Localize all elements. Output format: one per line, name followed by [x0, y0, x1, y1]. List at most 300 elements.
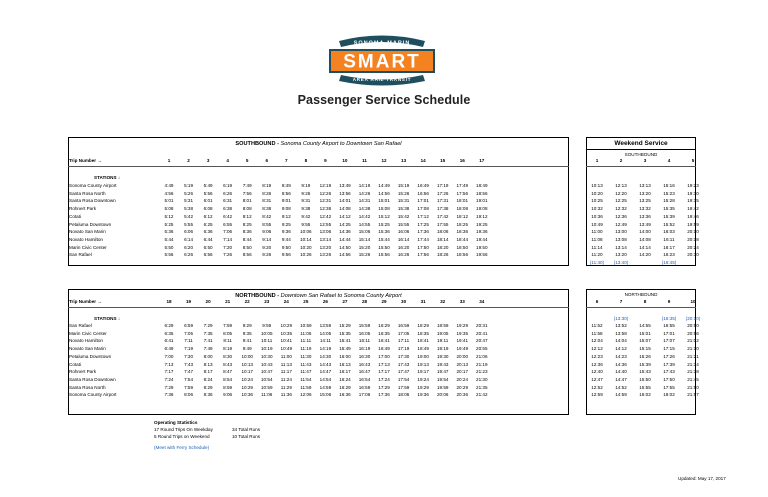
northbound-station-name: Novato Hamilton	[69, 338, 103, 344]
southbound-time-cell: 8:42	[262, 213, 272, 219]
northbound-trip-number: 34	[479, 299, 485, 304]
southbound-time-cell: 12:31	[319, 198, 332, 204]
weekend-south-time-cell: 10:36	[591, 213, 603, 219]
southbound-trip-rule	[68, 166, 569, 167]
stats-weekend-value: 10 Total Runs	[232, 434, 261, 439]
weekend-north-time-cell: 14:36	[615, 361, 627, 367]
southbound-time-cell: 5:31	[184, 198, 194, 204]
weekend-north-time-cell: 21:21	[687, 353, 699, 359]
northbound-time-cell: 7:49	[203, 346, 213, 352]
northbound-time-cell: 20:13	[456, 361, 468, 367]
southbound-time-cell: 9:12	[281, 213, 291, 219]
northbound-time-cell: 18:49	[417, 346, 429, 352]
weekend-south-trip-number: 3	[643, 158, 647, 163]
southbound-station-name: Petaluma Downtown	[69, 221, 112, 227]
northbound-time-cell: 14:30	[319, 353, 332, 359]
weekend-north-ferry-time: (16:35)	[661, 316, 677, 321]
northbound-time-cell: 7:24	[164, 376, 174, 382]
southbound-time-cell: 19:56	[476, 252, 488, 258]
weekend-south-time-cell: 19:59	[687, 221, 699, 227]
stats-weekday-label: 17 Round Trips On Weekday	[154, 427, 213, 432]
northbound-time-cell: 14:47	[319, 369, 332, 375]
northbound-trip-number: 26	[322, 299, 328, 304]
southbound-trip-number: 3	[206, 158, 210, 163]
northbound-time-cell: 14:59	[319, 384, 332, 390]
southbound-time-cell: 15:14	[358, 236, 371, 242]
southbound-trip-number: 1	[167, 158, 171, 163]
northbound-time-cell: 15:41	[339, 338, 351, 344]
weekend-north-time-cell: 14:59	[615, 392, 627, 398]
southbound-time-cell: 8:31	[262, 198, 272, 204]
weekend-south-time-cell: 13:08	[615, 236, 627, 242]
southbound-time-cell: 6:38	[223, 206, 233, 212]
northbound-time-cell: 7:30	[184, 353, 194, 359]
weekend-south-trip-number: 2	[619, 158, 623, 163]
weekend-north-time-cell: 17:43	[663, 369, 675, 375]
southbound-time-cell: 13:49	[339, 183, 351, 188]
weekend-south-time-cell: 14:08	[639, 236, 651, 242]
northbound-time-cell: 20:31	[476, 323, 488, 328]
weekend-north-time-cell: 15:26	[639, 353, 651, 359]
weekend-south-time-cell: 13:25	[639, 198, 651, 204]
southbound-time-cell: 9:42	[301, 213, 311, 219]
northbound-time-cell: 19:13	[417, 361, 429, 367]
northbound-time-cell: 8:30	[223, 353, 233, 359]
northbound-time-cell: 17:13	[378, 361, 390, 367]
southbound-time-cell: 17:44	[417, 236, 429, 242]
weekend-north-time-cell: 15:15	[639, 346, 651, 352]
weekend-south-time-cell: 11:00	[591, 229, 603, 235]
southbound-time-cell: 17:49	[456, 183, 468, 188]
northbound-time-cell: 11:30	[300, 353, 312, 359]
southbound-time-cell: 6:19	[223, 183, 233, 188]
smart-logo	[325, 32, 439, 90]
weekend-north-label: NORTHBOUND	[624, 292, 658, 297]
southbound-time-cell: 8:50	[242, 244, 252, 250]
northbound-time-cell: 8:13	[203, 361, 213, 367]
southbound-time-cell: 9:36	[281, 229, 291, 235]
weekend-north-time-cell: 14:12	[615, 346, 627, 352]
southbound-time-cell: 12:55	[319, 221, 332, 227]
northbound-time-cell: 10:43	[261, 361, 273, 367]
weekend-north-time-cell: 18:02	[663, 392, 675, 398]
northbound-trip-number: 24	[283, 299, 289, 304]
northbound-time-cell: 10:41	[280, 338, 293, 344]
southbound-time-cell: 8:01	[242, 198, 252, 204]
ferry-note: (Meet with Ferry Schedule)	[154, 445, 210, 450]
weekend-north-ferry-time: (13:30)	[613, 316, 629, 321]
northbound-time-cell: 11:11	[300, 338, 312, 344]
weekend-north-time-cell: 17:55	[663, 384, 675, 390]
southbound-time-cell: 17:55	[436, 221, 449, 227]
northbound-time-cell: 17:19	[397, 346, 410, 352]
northbound-time-cell: 10:29	[280, 323, 293, 328]
weekend-south-time-cell: 13:20	[639, 190, 651, 196]
northbound-time-cell: 16:47	[358, 369, 371, 375]
northbound-station-name: San Rafael	[69, 323, 92, 328]
weekend-north-time-cell: 15:39	[639, 361, 651, 367]
northbound-time-cell: 17:43	[397, 361, 410, 367]
southbound-time-cell: 9:44	[281, 236, 291, 242]
northbound-station-name: Rohnert Park	[69, 369, 97, 375]
southbound-time-cell: 9:25	[281, 221, 291, 227]
northbound-time-cell: 19:59	[436, 384, 449, 390]
weekend-south-trip-number: 1	[595, 158, 599, 163]
northbound-time-cell: 18:59	[436, 323, 449, 328]
southbound-time-cell: 13:06	[319, 229, 332, 235]
weekend-north-time-cell: 12:40	[591, 369, 603, 375]
southbound-time-cell: 19:12	[476, 213, 488, 219]
northbound-time-cell: 8:43	[223, 361, 233, 367]
logo-bottom-text: AREA RAIL TRANSIT	[352, 77, 412, 82]
weekend-south-time-cell: 13:49	[639, 221, 651, 227]
northbound-time-cell: 10:13	[241, 361, 253, 367]
northbound-time-cell: 11:29	[280, 384, 292, 390]
northbound-trip-number: 22	[244, 299, 250, 304]
southbound-time-cell: 13:26	[319, 252, 332, 258]
southbound-time-cell: 5:56	[203, 190, 213, 196]
weekend-north-time-cell: 16:55	[663, 323, 675, 328]
northbound-time-cell: 10:24	[241, 376, 253, 382]
northbound-time-cell: 11:43	[300, 361, 312, 367]
northbound-time-cell: 20:47	[476, 338, 488, 344]
weekend-south-time-cell: 15:23	[663, 190, 675, 196]
northbound-time-cell: 17:24	[378, 376, 390, 382]
southbound-time-cell: 17:19	[436, 183, 449, 188]
weekend-south-time-cell: 19:30	[687, 190, 699, 196]
northbound-time-cell: 20:41	[476, 330, 488, 336]
southbound-trip-number: 15	[440, 158, 446, 163]
weekend-north-time-cell: 17:26	[663, 353, 675, 359]
northbound-time-cell: 20:24	[456, 376, 468, 382]
northbound-time-cell: 6:29	[164, 323, 174, 328]
southbound-time-cell: 15:06	[358, 229, 371, 235]
southbound-time-cell: 14:31	[358, 198, 371, 204]
southbound-time-cell: 16:14	[397, 236, 410, 242]
weekend-south-time-cell: 20:10	[687, 229, 699, 235]
southbound-time-cell: 18:14	[436, 236, 449, 242]
southbound-time-cell: 7:20	[223, 244, 233, 250]
northbound-time-cell: 7:13	[164, 361, 174, 367]
southbound-time-cell: 17:25	[417, 221, 429, 227]
northbound-time-cell: 10:59	[300, 323, 312, 328]
southbound-station-name: Novato San Marin	[69, 229, 106, 235]
northbound-time-cell: 18:06	[397, 392, 410, 398]
southbound-time-cell: 17:42	[436, 213, 449, 219]
southbound-time-cell: 6:31	[223, 198, 233, 204]
weekend-north-time-cell: 12:23	[591, 353, 603, 359]
southbound-time-cell: 15:44	[378, 236, 390, 242]
northbound-time-cell: 17:54	[397, 376, 410, 382]
weekend-north-time-cell: 15:43	[639, 369, 651, 375]
weekend-north-trip-number: 7	[619, 299, 623, 304]
southbound-time-cell: 15:08	[378, 206, 390, 212]
weekend-north-time-cell: 21:38	[687, 369, 699, 375]
southbound-time-cell: 18:44	[456, 236, 468, 242]
southbound-time-cell: 9:08	[281, 206, 291, 212]
northbound-time-cell: 11:54	[300, 376, 312, 382]
southbound-time-cell: 17:36	[417, 229, 429, 235]
northbound-time-cell: 10:47	[261, 369, 273, 375]
northbound-time-cell: 8:11	[223, 338, 232, 344]
southbound-time-cell: 5:01	[164, 198, 174, 204]
weekend-south-trip-number: 4	[667, 158, 671, 163]
southbound-time-cell: 18:25	[456, 221, 468, 227]
northbound-time-cell: 20:06	[436, 392, 449, 398]
stats-weekend-label: 5 Round Trips on Weekend	[154, 434, 210, 439]
southbound-time-cell: 14:56	[339, 252, 351, 258]
weekend-north-time-cell: 14:52	[615, 384, 627, 390]
southbound-time-cell: 17:26	[436, 190, 449, 196]
southbound-time-cell: 15:12	[378, 213, 390, 219]
southbound-time-cell: 5:26	[184, 190, 194, 196]
southbound-time-cell: 6:50	[203, 244, 213, 250]
southbound-stations-label: STATIONS ↓	[94, 175, 121, 180]
northbound-time-cell: 7:05	[184, 330, 194, 336]
southbound-time-cell: 14:19	[358, 183, 371, 188]
southbound-trip-number: 12	[381, 158, 387, 163]
northbound-time-cell: 7:35	[203, 330, 213, 336]
northbound-time-cell: 8:24	[203, 376, 213, 382]
weekend-south-time-cell: 12:25	[615, 198, 627, 204]
southbound-time-cell: 6:20	[184, 244, 194, 250]
southbound-time-cell: 5:19	[184, 183, 194, 188]
weekend-south-time-cell: 19:42	[687, 206, 699, 212]
southbound-time-cell: 15:26	[358, 252, 371, 258]
northbound-trip-number: 23	[264, 299, 270, 304]
northbound-time-cell: 10:19	[261, 346, 273, 352]
southbound-time-cell: 8:38	[262, 206, 272, 212]
northbound-time-cell: 8:47	[223, 369, 233, 375]
southbound-time-cell: 6:26	[184, 252, 194, 258]
southbound-time-cell: 5:42	[184, 213, 194, 219]
northbound-time-cell: 16:17	[339, 369, 351, 375]
southbound-time-cell: 6:36	[203, 229, 213, 235]
northbound-label: NORTHBOUND	[235, 293, 276, 299]
northbound-time-cell: 8:19	[223, 346, 233, 352]
northbound-trip-number: 32	[440, 299, 446, 304]
southbound-time-cell: 15:36	[378, 229, 390, 235]
northbound-time-cell: 17:05	[397, 330, 410, 336]
southbound-time-cell: 6:12	[203, 213, 213, 219]
weekend-north-time-cell: 12:47	[591, 376, 603, 382]
northbound-time-cell: 16:30	[358, 353, 371, 359]
weekend-north-time-cell: 12:59	[591, 392, 603, 398]
southbound-time-cell: 19:01	[476, 198, 488, 204]
northbound-time-cell: 17:00	[378, 353, 390, 359]
northbound-time-cell: 21:30	[476, 376, 488, 382]
southbound-time-cell: 9:38	[301, 206, 311, 212]
weekend-north-trip-number: 10	[690, 299, 696, 304]
southbound-trip-number: 17	[479, 158, 485, 163]
northbound-time-cell: 17:06	[358, 392, 371, 398]
southbound-time-cell: 15:55	[397, 221, 410, 227]
weekend-north-trip-number: 6	[595, 299, 599, 304]
weekend-south-time-cell: 15:35	[663, 206, 675, 212]
northbound-time-cell: 10:54	[261, 376, 273, 382]
northbound-time-cell: 16:35	[378, 330, 390, 336]
southbound-time-cell: 6:26	[223, 190, 233, 196]
northbound-time-cell: 17:59	[397, 384, 410, 390]
northbound-time-cell: 11:59	[300, 384, 312, 390]
southbound-time-cell: 7:49	[242, 183, 252, 188]
southbound-time-cell: 14:26	[358, 190, 371, 196]
northbound-time-cell: 7:41	[203, 338, 213, 344]
northbound-time-cell: 16:05	[358, 330, 371, 336]
southbound-time-cell: 4:49	[164, 183, 174, 188]
northbound-time-cell: 20:55	[476, 346, 488, 352]
northbound-time-cell: 8:29	[203, 384, 213, 390]
southbound-time-cell: 19:44	[476, 236, 488, 242]
southbound-time-cell: 9:20	[262, 244, 272, 250]
weekend-header: Weekend Service	[614, 140, 668, 147]
northbound-time-cell: 19:17	[417, 369, 429, 375]
southbound-time-cell: 15:42	[397, 213, 410, 219]
weekend-north-time-cell: 11:58	[591, 330, 603, 336]
weekend-north-time-cell: 17:07	[663, 338, 675, 344]
northbound-time-cell: 9:49	[242, 346, 252, 352]
southbound-time-cell: 17:56	[417, 252, 429, 258]
southbound-time-cell: 14:42	[358, 213, 371, 219]
northbound-time-cell: 11:19	[300, 346, 312, 352]
southbound-time-cell: 15:01	[378, 198, 390, 204]
southbound-station-name: San Rafael	[69, 252, 92, 258]
northbound-time-cell: 18:41	[417, 338, 429, 344]
southbound-station-name: Cotati	[69, 213, 82, 219]
southbound-trip-number: 13	[401, 158, 407, 163]
southbound-time-cell: 5:50	[164, 244, 174, 250]
weekend-south-time-cell: 13:00	[615, 229, 627, 235]
northbound-time-cell: 7:17	[164, 369, 174, 375]
southbound-time-cell: 15:19	[397, 183, 410, 188]
northbound-time-cell: 9:29	[242, 323, 252, 328]
northbound-time-cell: 19:29	[417, 384, 429, 390]
weekend-north-time-cell: 17:39	[663, 361, 675, 367]
southbound-time-cell: 12:38	[319, 206, 332, 212]
northbound-time-cell: 17:29	[378, 384, 390, 390]
southbound-trip-number: 5	[245, 158, 249, 163]
southbound-time-cell: 5:08	[164, 206, 174, 212]
southbound-time-cell: 10:20	[300, 244, 312, 250]
weekend-north-time-cell: 21:02	[687, 338, 699, 344]
northbound-time-cell: 16:29	[339, 384, 351, 390]
southbound-time-cell: 12:26	[319, 190, 332, 196]
southbound-time-cell: 8:56	[281, 190, 291, 196]
northbound-time-cell: 15:49	[339, 346, 351, 352]
northbound-station-name: Novato San Marin	[69, 346, 106, 352]
northbound-time-cell: 14:43	[319, 361, 332, 367]
southbound-trip-number: 4	[226, 158, 229, 163]
weekend-south-time-cell: 14:14	[639, 244, 651, 250]
weekend-south-time-cell: 10:20	[591, 190, 603, 196]
weekend-north-time-cell: 17:15	[663, 346, 675, 352]
weekend-north-time-cell: 14:55	[639, 323, 651, 328]
weekend-south-time-cell: 13:36	[639, 213, 651, 219]
southbound-time-cell: 15:38	[397, 206, 410, 212]
weekend-south-time-cell: 14:00	[639, 229, 651, 235]
southbound-time-cell: 5:49	[203, 183, 213, 188]
weekend-south-trip-number: 5	[691, 158, 695, 163]
northbound-time-cell: 21:35	[476, 384, 488, 390]
weekend-north-time-cell: 11:52	[591, 323, 603, 328]
weekend-south-time-cell: 15:39	[663, 213, 675, 219]
southbound-time-cell: 19:36	[476, 229, 488, 235]
weekend-south-time-cell: 12:20	[615, 190, 627, 196]
weekend-north-time-cell: 20:50	[687, 323, 699, 328]
page-title: Passenger Service Schedule	[297, 93, 471, 107]
northbound-header: NORTHBOUND - Downtown San Rafael to Sonoma County Airport	[235, 293, 402, 299]
northbound-station-name: Santa Rosa North	[69, 384, 106, 390]
southbound-time-cell: 14:36	[339, 229, 351, 235]
weekend-south-ferry-time: (16:45)	[661, 259, 677, 265]
southbound-time-cell: 4:56	[164, 190, 174, 196]
weekend-south-time-cell: 12:32	[615, 206, 627, 212]
northbound-time-cell: 16:36	[339, 392, 351, 398]
northbound-time-cell: 16:49	[378, 346, 390, 352]
northbound-time-cell: 7:11	[184, 338, 193, 344]
northbound-time-cell: 8:54	[223, 376, 233, 382]
southbound-time-cell: 6:44	[203, 236, 213, 242]
northbound-time-cell: 21:23	[476, 369, 488, 375]
southbound-trip-number: 9	[324, 158, 327, 163]
northbound-time-cell: 7:00	[164, 353, 174, 359]
northbound-time-cell: 10:17	[241, 369, 253, 375]
southbound-station-name: Santa Rosa North	[69, 190, 106, 196]
northbound-time-cell: 19:35	[456, 330, 468, 336]
northbound-trip-number: 30	[401, 299, 407, 304]
southbound-time-cell: 19:25	[476, 221, 488, 227]
weekend-north-time-cell: 14:40	[615, 369, 627, 375]
northbound-time-cell: 21:19	[476, 361, 488, 367]
northbound-time-cell: 19:11	[437, 338, 449, 344]
stats-heading: Operating Statistics	[154, 420, 198, 425]
northbound-time-cell: 19:41	[456, 338, 468, 344]
northbound-time-cell: 16:24	[339, 376, 351, 382]
southbound-time-cell: 17:50	[417, 244, 429, 250]
southbound-time-cell: 8:55	[262, 221, 272, 227]
southbound-time-cell: 15:25	[378, 221, 390, 227]
northbound-time-cell: 19:30	[436, 353, 449, 359]
weekend-north-time-cell: 12:36	[591, 361, 603, 367]
weekend-north-trip-number: 8	[643, 299, 647, 304]
northbound-time-cell: 19:05	[436, 330, 449, 336]
northbound-time-cell: 6:49	[164, 346, 174, 352]
northbound-time-cell: 16:19	[358, 346, 371, 352]
southbound-time-cell: 8:25	[242, 221, 252, 227]
northbound-trip-number: 21	[225, 299, 231, 304]
weekend-south-time-cell: 16:17	[663, 244, 675, 250]
southbound-time-cell: 6:08	[203, 206, 213, 212]
southbound-trip-number: 8	[304, 158, 308, 163]
northbound-trip-number: 27	[342, 299, 348, 304]
southbound-time-cell: 15:56	[378, 252, 390, 258]
northbound-time-cell: 7:54	[184, 376, 194, 382]
southbound-station-name: Novato Hamilton	[69, 236, 103, 242]
southbound-time-cell: 18:20	[436, 244, 449, 250]
southbound-label: SOUTHBOUND	[235, 141, 276, 147]
northbound-time-cell: 10:05	[261, 330, 273, 336]
northbound-time-cell: 19:54	[436, 376, 449, 382]
southbound-time-cell: 9:19	[301, 183, 311, 188]
southbound-station-name: Santa Rosa Downtown	[69, 198, 116, 204]
southbound-time-cell: 15:50	[378, 244, 390, 250]
weekend-south-time-cell: 13:32	[639, 206, 651, 212]
weekend-south-ferry-time: (11:40)	[589, 259, 605, 265]
weekend-south-time-cell: 20:18	[687, 236, 699, 242]
northbound-time-cell: 14:19	[319, 346, 332, 352]
weekend-south-time-cell: 14:20	[639, 252, 651, 258]
northbound-time-cell: 16:41	[378, 338, 390, 344]
